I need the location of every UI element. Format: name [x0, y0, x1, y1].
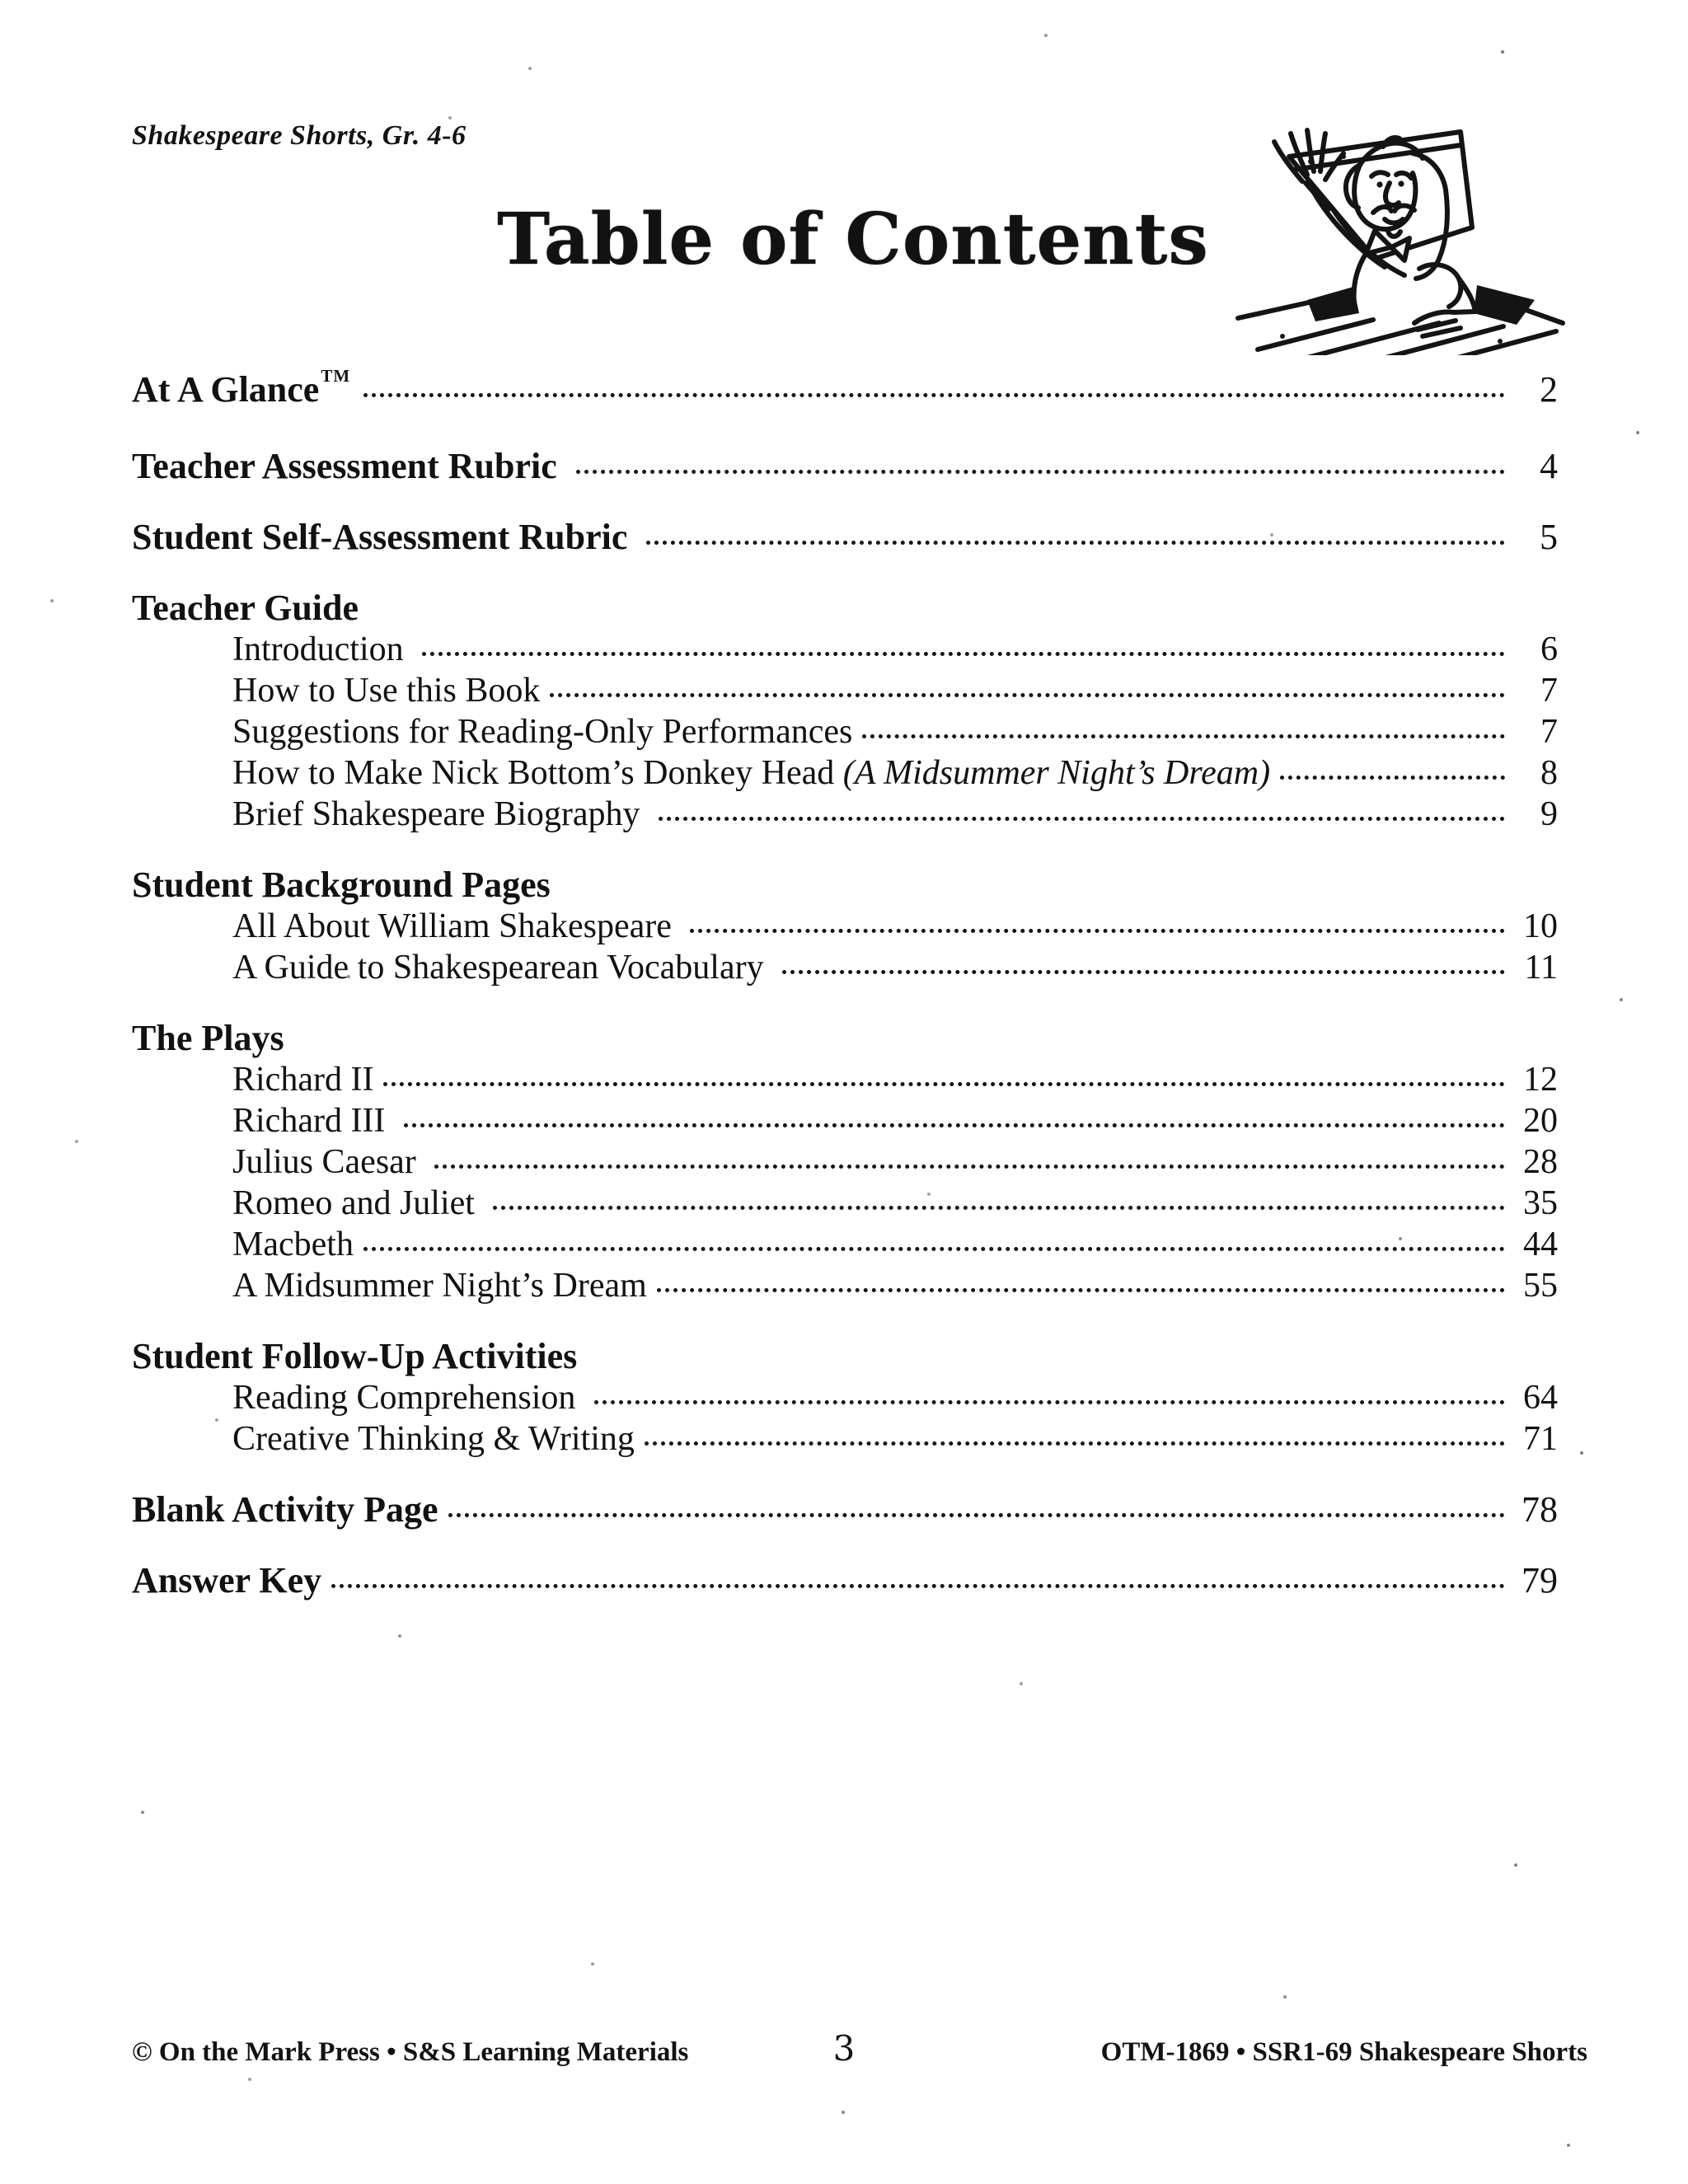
dot-leader — [434, 1165, 1505, 1169]
toc-section-heading: Student Follow-Up Activities — [132, 1336, 578, 1376]
toc-entry-label: Brief Shakespeare Biography — [232, 795, 649, 833]
dot-leader — [862, 734, 1505, 738]
toc-entry — [132, 794, 1558, 835]
toc-entry-page-number: 7 — [1540, 672, 1558, 710]
toc-entry — [132, 1418, 1558, 1460]
toc-entry-page-number: 5 — [1540, 517, 1558, 557]
toc-entry — [132, 1265, 1558, 1306]
toc-entry-page-number: 79 — [1522, 1560, 1558, 1601]
dot-leader — [646, 541, 1505, 545]
dot-leader — [331, 1584, 1505, 1588]
toc-entry — [132, 1183, 1558, 1224]
toc-entry — [132, 1377, 1558, 1418]
dot-leader — [550, 693, 1505, 697]
toc-entry-label: Creative Thinking & Writing — [232, 1420, 635, 1458]
shakespeare-waving-illustration — [1210, 104, 1573, 355]
toc-entry-page-number: 71 — [1523, 1420, 1558, 1458]
scan-noise-speckles — [0, 0, 2, 2]
toc-entry-label: Romeo and Juliet — [232, 1184, 484, 1222]
toc-entry-label: Richard III — [232, 1102, 394, 1140]
toc-entry-page-number: 10 — [1523, 907, 1558, 945]
dot-leader — [645, 1441, 1505, 1446]
toc-entry — [132, 1059, 1558, 1100]
footer-product-code: OTM-1869 • SSR1-69 Shakespeare Shorts — [1100, 2037, 1587, 2067]
dot-leader — [448, 1513, 1505, 1517]
toc-entry-page-number: 20 — [1523, 1102, 1558, 1140]
dot-leader — [690, 929, 1505, 933]
toc-entry — [132, 1224, 1558, 1265]
toc-entry-label: Answer Key — [132, 1560, 322, 1601]
dot-leader — [594, 1400, 1505, 1404]
dot-leader — [782, 970, 1505, 974]
toc-entry-label: A Guide to Shakespearean Vocabulary — [232, 949, 773, 987]
toc-entry-page-number: 64 — [1523, 1379, 1558, 1417]
toc-entry — [132, 1560, 1558, 1601]
dot-leader — [1280, 776, 1505, 780]
toc-entry-page-number: 4 — [1540, 446, 1558, 486]
toc-entry-page-number: 2 — [1540, 369, 1558, 410]
page-title: Table of Contents — [497, 198, 1209, 281]
footer-publisher: © On the Mark Press • S&S Learning Materials — [132, 2037, 689, 2067]
toc-entry-page-number: 6 — [1540, 630, 1558, 668]
dot-leader — [657, 1288, 1505, 1292]
toc-entry — [132, 906, 1558, 947]
toc-entry — [132, 1100, 1558, 1141]
toc-entry-label: Teacher Assessment Rubric — [132, 446, 566, 486]
toc-entry-label-italic: (A Midsummer Night’s Dream) — [842, 754, 1271, 792]
dot-leader — [422, 652, 1505, 656]
toc-entry-page-number: 35 — [1523, 1184, 1558, 1222]
toc-entry — [132, 366, 1558, 416]
toc-entry-label: Macbeth — [232, 1226, 354, 1263]
toc-entry-label: Suggestions for Reading-Only Performances — [232, 713, 853, 751]
toc-entry-page-number: 28 — [1523, 1143, 1558, 1181]
toc-entry-page-number: 9 — [1540, 795, 1558, 833]
toc-entry-label: Julius Caesar — [232, 1143, 425, 1181]
toc-entry-page-number: 78 — [1522, 1489, 1558, 1530]
dot-leader — [493, 1206, 1505, 1210]
dot-leader — [404, 1123, 1505, 1127]
toc-entry-label: At A Glance — [132, 369, 320, 410]
toc-entry — [132, 629, 1558, 670]
toc-section-heading: Student Background Pages — [132, 865, 551, 905]
footer-page-number: 3 — [832, 2028, 856, 2069]
book-title-header: Shakespeare Shorts, Gr. 4-6 — [132, 120, 467, 151]
dot-leader — [383, 1082, 1505, 1086]
toc-entry — [132, 752, 1558, 794]
trademark-superscript: TM — [321, 366, 351, 386]
toc-entry-label: Reading Comprehension — [232, 1379, 584, 1417]
toc-entry-label: How to Make Nick Bottom’s Donkey Head — [232, 754, 843, 792]
toc-entry-label: How to Use this Book — [232, 672, 541, 710]
toc-entry-label: All About William Shakespeare — [232, 907, 681, 945]
toc-entry — [132, 517, 1558, 558]
dot-leader — [363, 393, 1505, 397]
toc-entry-label: Introduction — [232, 630, 413, 668]
toc-entry-page-number: 44 — [1523, 1226, 1558, 1263]
page-footer — [0, 2028, 1688, 2072]
toc-entry-label: Blank Activity Page — [132, 1489, 438, 1530]
toc-entry — [132, 947, 1558, 988]
toc-entry — [132, 1489, 1558, 1530]
toc-entry — [132, 446, 1558, 487]
toc-entry — [132, 711, 1558, 752]
toc-entry-page-number: 8 — [1540, 754, 1558, 792]
toc-section-heading: Teacher Guide — [132, 588, 359, 628]
toc-section-heading: The Plays — [132, 1018, 284, 1058]
table-of-contents — [132, 366, 1558, 1601]
toc-entry-label: Richard II — [232, 1061, 374, 1099]
toc-entry-page-number: 55 — [1523, 1267, 1558, 1305]
toc-entry — [132, 670, 1558, 711]
dot-leader — [659, 817, 1505, 821]
toc-entry-page-number: 11 — [1524, 949, 1558, 987]
dot-leader — [363, 1247, 1505, 1251]
toc-entry — [132, 1141, 1558, 1183]
dot-leader — [576, 470, 1505, 474]
toc-entry-page-number: 7 — [1540, 713, 1558, 751]
toc-entry-page-number: 12 — [1523, 1061, 1558, 1099]
toc-entry-label: A Midsummer Night’s Dream — [232, 1267, 647, 1305]
toc-entry-label: Student Self-Assessment Rubric — [132, 517, 637, 557]
